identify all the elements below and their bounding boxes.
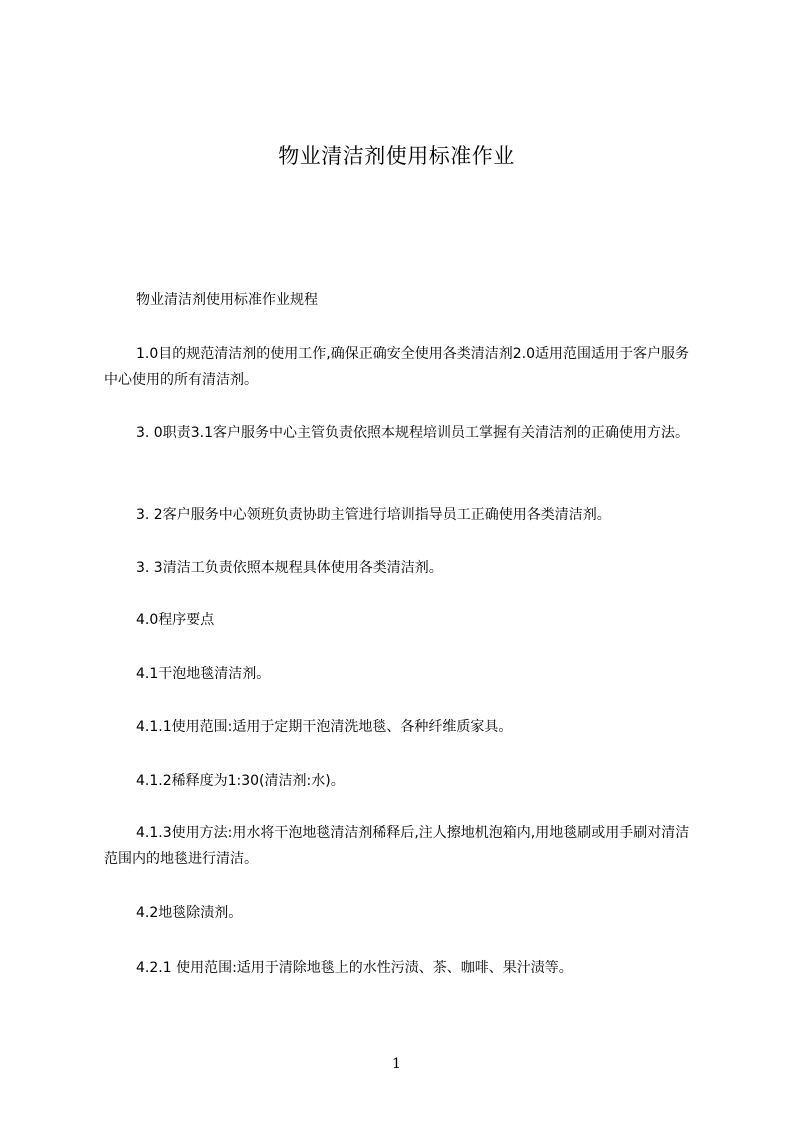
paragraph-4-1: 4.1干泡地毯清洁剂。	[136, 666, 271, 682]
paragraph-subtitle: 物业清洁剂使用标准作业规程	[136, 292, 318, 308]
paragraph-purpose-scope: 1.0目的规范清洁剂的使用工作,确保正确安全使用各类清洁剂2.0适用范围适用于客户服务中心使用的所有清洁剂。	[104, 346, 689, 388]
paragraph-4-2: 4.2地毯除渍剂。	[136, 905, 243, 921]
paragraph-responsibility-3-3: 3. 3清洁工负责依照本规程具体使用各类清洁剂。	[136, 560, 443, 576]
page-title: 物业清洁剂使用标准作业	[278, 144, 515, 168]
page-number: 1	[392, 1056, 401, 1072]
paragraph-4-1-2: 4.1.2稀释度为1:30(清洁剂:水)。	[136, 773, 345, 789]
paragraph-4-1-1: 4.1.1使用范围:适用于定期干泡清洗地毯、各种纤维质家具。	[136, 719, 513, 735]
paragraph-4-1-3: 4.1.3使用方法:用水将干泡地毯清洁剂稀释后,注人擦地机泡箱内,用地毯刷或用手刷对清洁范围内的地毯进行清洁。	[104, 825, 690, 867]
paragraph-responsibility-3-2: 3. 2客户服务中心领班负责协助主管进行培训指导员工正确使用各类清洁剂。	[136, 507, 611, 523]
paragraph-procedure-heading: 4.0程序要点	[136, 612, 215, 628]
paragraph-responsibility-3-1: 3. 0职责3.1客户服务中心主管负责依照本规程培训员工掌握有关清洁剂的正确使用方法。	[136, 425, 689, 441]
paragraph-4-2-1: 4.2.1 使用范围:适用于清除地毯上的水性污渍、茶、咖啡、果汁渍等。	[136, 960, 573, 976]
